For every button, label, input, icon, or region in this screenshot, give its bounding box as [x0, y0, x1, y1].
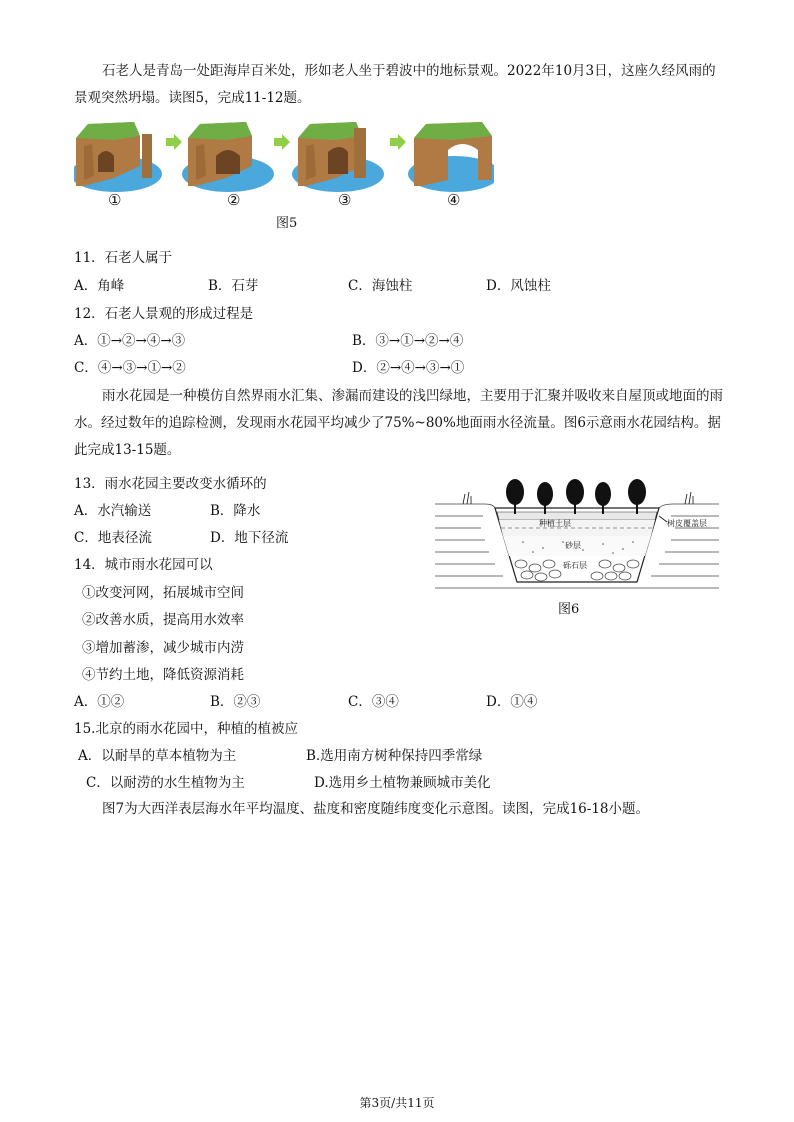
q13-stem: 13．雨水花园主要改变水循环的 — [74, 476, 267, 492]
q14-option-b[interactable]: B．②③ — [210, 694, 261, 710]
q14-item-4: ④节约土地，降低资源消耗 — [82, 667, 244, 683]
figure-6-layer-gravel: 砾石层 — [563, 561, 587, 570]
intro-paragraph-2: 雨水花园是一种模仿自然界雨水汇集、渗漏而建设的浅凹绿地，主要用于汇聚并吸收来自屋顶或地面的雨水。经过数年的追踪检测，发现雨水花园平均减少了75%~80%地面雨水径流量。图6示意雨水花园结构。据此完成13-15题。 — [74, 388, 723, 458]
q12-option-c[interactable]: C．④→③→①→② — [74, 360, 186, 376]
figure-5-label-3: ③ — [338, 191, 352, 209]
q13-option-a[interactable]: A．水汽输送 — [74, 503, 152, 519]
arrow-icon — [390, 134, 406, 150]
figure-6-layer-sand: 砂层 — [565, 541, 581, 550]
q14-option-a[interactable]: A．①② — [74, 694, 125, 710]
q12-option-d[interactable]: D．②→④→③→① — [352, 360, 465, 376]
figure-5-panel-1 — [74, 122, 162, 192]
q13-option-c[interactable]: C．地表径流 — [74, 530, 152, 546]
q15-option-c[interactable]: C．以耐涝的水生植物为主 — [86, 775, 245, 791]
q12-option-a[interactable]: A．①→②→④→③ — [74, 333, 186, 349]
q14-item-3: ③增加蓄渗，减少城市内涝 — [82, 640, 244, 656]
q14-stem: 14．城市雨水花园可以 — [74, 557, 213, 573]
q13-option-d[interactable]: D．地下径流 — [210, 530, 289, 546]
q15-option-d[interactable]: D.选用乡土植物兼顾城市美化 — [314, 775, 491, 791]
arrow-icon — [166, 134, 182, 150]
q14-item-1: ①改变河网，拓展城市空间 — [82, 585, 244, 601]
figure-6-caption: 图6 — [558, 602, 580, 617]
figure-5-panel-4 — [408, 122, 494, 192]
figure-5-panel-2 — [182, 122, 274, 192]
q15-option-b[interactable]: B.选用南方树种保持四季常绿 — [306, 748, 483, 764]
q11-option-c[interactable]: C．海蚀柱 — [348, 278, 413, 294]
q11-stem: 11．石老人属于 — [74, 250, 173, 266]
q14-option-c[interactable]: C．③④ — [348, 694, 399, 710]
q13-option-b[interactable]: B．降水 — [210, 503, 261, 519]
q11-option-b[interactable]: B．石芽 — [208, 278, 259, 294]
figure-5-coastal-erosion — [74, 114, 494, 194]
figure-5-label-2: ② — [227, 191, 241, 209]
page-footer: 第3页/共11页 — [359, 1096, 435, 1110]
q15-stem: 15.北京的雨水花园中，种植的植被应 — [74, 721, 298, 737]
q15-option-a[interactable]: A．以耐旱的草本植物为主 — [78, 748, 237, 764]
figure-5-label-1: ① — [108, 191, 122, 209]
figure-5-caption: 图5 — [276, 216, 298, 231]
q12-stem: 12．石老人景观的形成过程是 — [74, 306, 254, 322]
figure-6-layer-planting-soil: 种植土层 — [539, 519, 571, 528]
intro-paragraph-1: 石老人是青岛一处距海岸百米处，形如老人坐于碧波中的地标景观。2022年10月3日，这座久经风雨的景观突然坍塌。读图5，完成11-12题。 — [74, 63, 716, 106]
q11-option-d[interactable]: D．风蚀柱 — [486, 278, 551, 294]
intro-paragraph-3: 图7为大西洋表层海水年平均温度、盐度和密度随纬度变化示意图。读图，完成16-18小题。 — [102, 801, 650, 817]
q11-option-a[interactable]: A．角峰 — [74, 278, 125, 294]
arrow-icon — [274, 134, 290, 150]
figure-5-label-4: ④ — [447, 191, 461, 209]
q14-item-2: ②改善水质，提高用水效率 — [82, 612, 244, 628]
q12-option-b[interactable]: B．③→①→②→④ — [352, 333, 464, 349]
figure-6-rain-garden — [433, 478, 721, 593]
figure-5-panel-3 — [292, 122, 384, 192]
figure-6-layer-mulch: 树皮覆盖层 — [667, 519, 707, 528]
q14-option-d[interactable]: D．①④ — [486, 694, 538, 710]
